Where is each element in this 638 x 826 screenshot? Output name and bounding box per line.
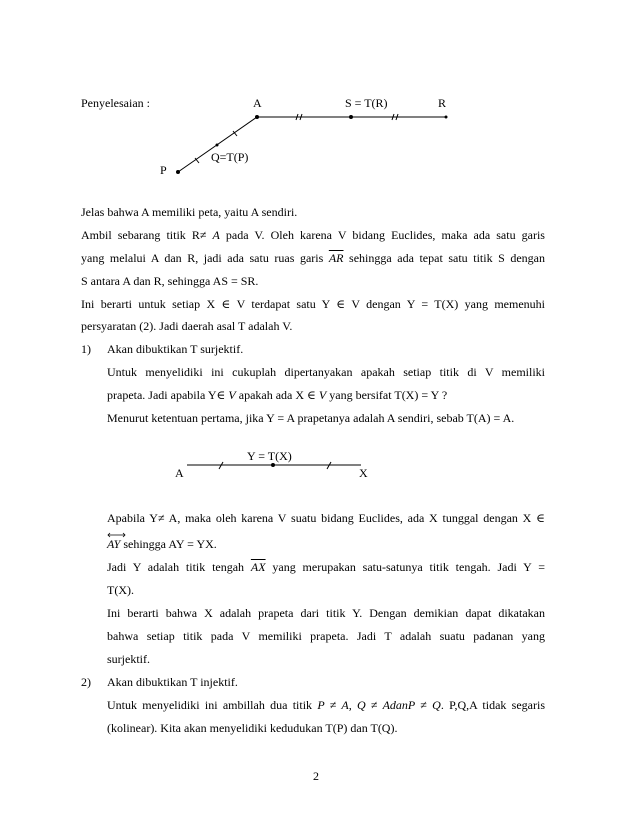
item2-line1: Untuk menyelidiki ini ambillah dua titik P ≠ A, Q ≠ AdanP ≠ Q. P,Q,A tidak segaris bbox=[107, 698, 545, 712]
item1-line3: Menurut ketentuan pertama, jika Y = A prapetanya adalah A sendiri, sebab T(A) = A. bbox=[107, 411, 515, 425]
para1-line2: Ambil sebarang titik R≠ A pada V. Oleh karena V bidang Euclides, maka ada satu garis bbox=[81, 228, 545, 242]
fig2-label-x: X bbox=[359, 466, 368, 480]
label-r: R bbox=[438, 96, 447, 110]
line-ay-notation: AY bbox=[107, 537, 121, 551]
label-s: S = T(R) bbox=[345, 96, 388, 110]
para1-line4: S antara A dan R, sehingga AS = SR. bbox=[81, 274, 259, 288]
item1-number: 1) bbox=[81, 342, 91, 356]
fig2-label-a: A bbox=[175, 466, 184, 480]
label-a: A bbox=[253, 96, 262, 110]
item1-line2: prapeta. Jadi apabila Y∈ V apakah ada X ∈ V yang bersifat T(X) = Y ? bbox=[107, 388, 448, 402]
para1-line1: Jelas bahwa A memiliki peta, yaitu A sendiri. bbox=[81, 205, 298, 219]
item1b-line1: Apabila Y≠ A, maka oleh karena V suatu bidang Euclides, ada X tunggal dengan X ∈ bbox=[107, 511, 545, 525]
item1b-line3: Jadi Y adalah titik tengah $\overline{AX}$ yang merupakan satu-satunya titik tengah. Jadi Y = bbox=[107, 560, 545, 574]
item1-line1: Untuk menyelidiki ini cukuplah dipertanyakan apakah setiap titik di V memiliki bbox=[107, 365, 545, 379]
segment-ar-notation: $\overline{AR}$ bbox=[328, 251, 344, 265]
label-p: P bbox=[160, 163, 167, 177]
item2-title: Akan dibuktikan T injektif. bbox=[107, 675, 238, 689]
para1-line6: persyaratan (2). Jadi daerah asal T adalah V. bbox=[81, 319, 293, 333]
item2-line2: (kolinear). Kita akan menyelidiki kedudukan T(P) dan T(Q). bbox=[107, 721, 398, 735]
item1-title: Akan dibuktikan T surjektif. bbox=[107, 342, 244, 356]
label-q: Q=T(P) bbox=[211, 150, 249, 164]
solution-heading: Penyelesaian : bbox=[81, 96, 150, 110]
para1-line3: yang melalui A dan R, jadi ada satu ruas garis $\overline{AR}$ sehingga ada tepat satu titik S dengan bbox=[81, 251, 546, 265]
para1-line5: Ini berarti untuk setiap X ∈ V terdapat satu Y ∈ V dengan Y = T(X) yang memenuhi bbox=[81, 297, 545, 311]
item1b-line5: Ini berarti bahwa X adalah prapeta dari titik Y. Dengan demikian dapat dikatakan bbox=[107, 606, 545, 620]
fig2-label-y: Y = T(X) bbox=[247, 449, 292, 463]
item1b-line4: T(X). bbox=[107, 583, 134, 597]
page-number: 2 bbox=[313, 769, 319, 783]
item1b-line7: surjektif. bbox=[107, 652, 150, 666]
item1b-line6: bahwa setiap titik pada V memiliki prapeta. Jadi T adalah suatu padanan yang bbox=[107, 629, 545, 643]
item1b-line2: AY sehingga AY = YX. bbox=[107, 537, 217, 551]
item2-number: 2) bbox=[81, 675, 91, 689]
segment-ax-notation: $\overline{AX}$ bbox=[250, 560, 266, 574]
